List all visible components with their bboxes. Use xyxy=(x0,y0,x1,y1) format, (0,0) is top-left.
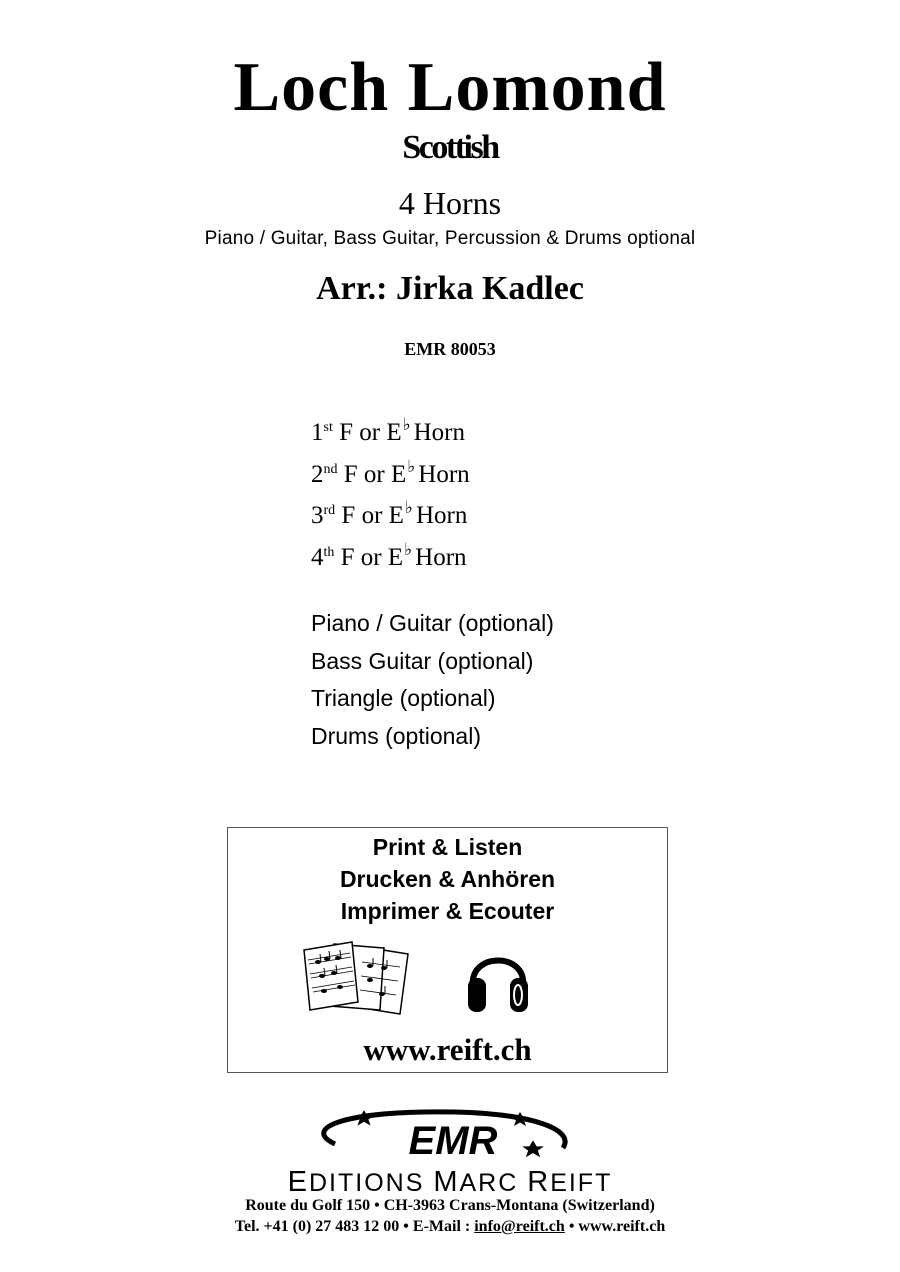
part-item xyxy=(311,414,470,456)
contact-phone: Tel. +41 (0) 27 483 12 00 • E-Mail : xyxy=(234,1218,475,1235)
flat-symbol: ♭ xyxy=(407,456,416,476)
promo-line-fr: Imprimer & Ecouter xyxy=(340,898,555,924)
part-instrument: Horn xyxy=(415,544,467,572)
part-instrument: Horn xyxy=(413,419,466,446)
publisher-name xyxy=(0,1168,900,1197)
part-key: F or E xyxy=(340,544,404,572)
publisher-address: Route du Golf 150 • CH-3963 Crans-Montana (Switzerland) xyxy=(245,1197,655,1214)
promo-website-link[interactable]: www.reift.ch xyxy=(363,1032,532,1067)
optional-part-item: Triangle (optional) xyxy=(311,685,496,712)
part-instrument: Horn xyxy=(418,460,470,488)
emr-logo xyxy=(305,1108,595,1166)
catalog-number: EMR 80053 xyxy=(404,339,496,359)
optional-parts-list xyxy=(311,605,554,756)
email-link[interactable]: info@reift.ch xyxy=(474,1218,565,1235)
ensemble: 4 Horns xyxy=(398,185,502,221)
promo-line-en: Print & Listen xyxy=(372,834,523,860)
part-instrument: Horn xyxy=(415,502,468,530)
optional-part-item: Bass Guitar (optional) xyxy=(311,647,534,674)
subtitle: Scottish xyxy=(402,129,498,166)
optional-part-item: Drums (optional) xyxy=(311,723,481,750)
part-item xyxy=(311,497,470,539)
publisher-contact xyxy=(0,1217,900,1237)
publisher-word: EIFT xyxy=(550,1169,613,1197)
accompaniment-note: Piano / Guitar, Bass Guitar, Percussion & Drums optional xyxy=(204,228,696,249)
contact-website: • www.reift.ch xyxy=(564,1218,666,1235)
part-key: F or E xyxy=(341,502,404,530)
flat-symbol: ♭ xyxy=(402,415,411,434)
publisher-word: DITIONS xyxy=(308,1169,434,1197)
sheet-music-icon xyxy=(300,940,412,1016)
publisher-initial: E xyxy=(287,1166,309,1198)
publisher-word: ARC xyxy=(459,1169,528,1197)
arranger: Arr.: Jirka Kadlec xyxy=(316,270,584,307)
part-number: 4 xyxy=(311,544,324,572)
publisher-initial: M xyxy=(433,1166,460,1198)
print-listen-box xyxy=(227,827,668,1073)
part-key: F or E xyxy=(343,460,407,488)
part-item xyxy=(311,539,470,581)
flat-symbol: ♭ xyxy=(404,540,413,560)
flat-symbol: ♭ xyxy=(404,498,413,518)
part-ordinal: rd xyxy=(323,503,336,519)
part-ordinal: th xyxy=(323,545,335,561)
page-title: Loch Lomond xyxy=(233,49,667,126)
part-item xyxy=(311,456,470,498)
headphones-icon xyxy=(465,940,531,1016)
publisher-initial: R xyxy=(527,1166,551,1198)
part-number: 1 xyxy=(311,419,324,446)
part-number: 3 xyxy=(311,502,324,530)
part-ordinal: nd xyxy=(323,461,338,477)
part-key: F or E xyxy=(339,419,402,446)
parts-list xyxy=(311,414,470,581)
part-ordinal: st xyxy=(323,420,333,435)
part-number: 2 xyxy=(311,460,324,488)
emr-logo-text: EMR xyxy=(408,1119,498,1163)
optional-part-item: Piano / Guitar (optional) xyxy=(311,610,554,636)
promo-line-de: Drucken & Anhören xyxy=(339,866,556,892)
